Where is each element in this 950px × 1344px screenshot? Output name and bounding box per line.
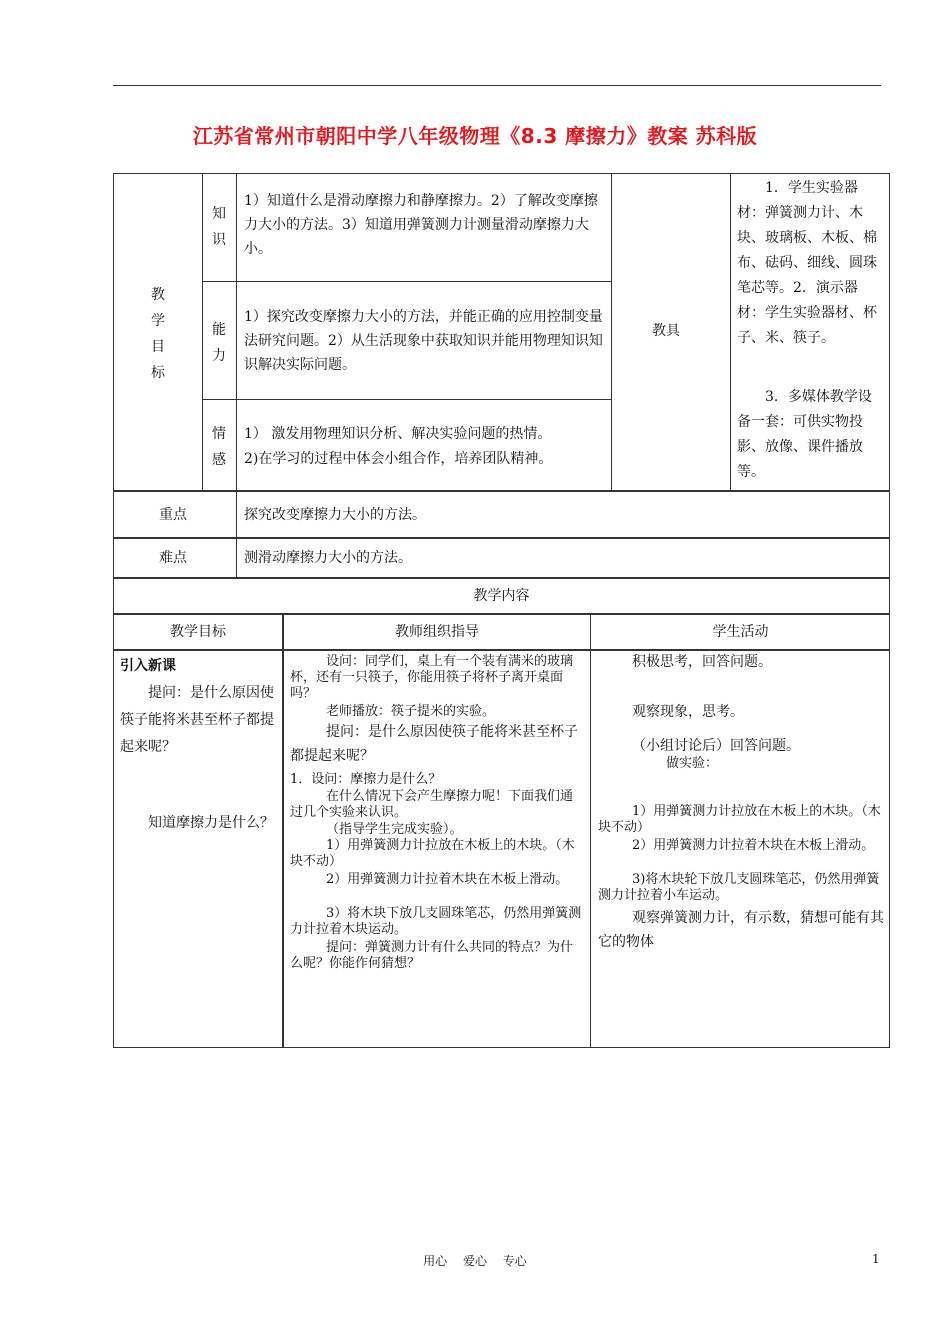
student-p8: 观察弹簧测力计，有示数，猜想可能有其它的物体 xyxy=(598,910,884,950)
document-title: 江苏省常州市朝阳中学八年级物理《8.3 摩擦力》教案 苏科版 xyxy=(192,124,758,148)
teacher-p7: 1）用弹簧测力计拉放在木板上的木块。（木块不动） xyxy=(290,838,575,869)
teacher-p4: 1．设问：摩擦力是什么？ xyxy=(290,772,442,787)
teacher-p1: 设问：同学们，桌上有一个装有满米的玻璃杯，还有一只筷子，你能用筷子将杯子离开桌面吗？ xyxy=(290,654,574,701)
student-p3: （小组讨论后）回答问题。 xyxy=(632,738,800,754)
knowledge-text: 1）知道什么是滑动摩擦力和静摩擦力。2）了解改变摩擦力大小的方法。3）知道用弹簧测力计测量滑动摩擦力大小。 xyxy=(244,193,598,257)
teacher-p5: 在什么情况下会产生摩擦力呢！下面我们通过几个实验来认识。 xyxy=(290,789,574,820)
difficulty-text: 测滑动摩擦力大小的方法。 xyxy=(244,550,412,566)
ability-text: 1）探究改变摩擦力大小的方法，并能正确的应用控制变量法研究问题。2）从生活现象中获取知识并能用物理知识知识解决实际问题。 xyxy=(244,309,603,373)
key-point-text: 探究改变摩擦力大小的方法。 xyxy=(244,507,426,523)
friction-objective: 知道摩擦力是什么？ xyxy=(148,815,274,831)
key-point-label: 重点 xyxy=(159,507,187,523)
student-p7: 3)将木块轮下放几支圆珠笔芯，仍然用弹簧测力计拉着小车运动。 xyxy=(598,872,880,903)
teacher-p9: 3）将木块下放几支圆珠笔芯，仍然用弹簧测力计拉着木块运动。 xyxy=(290,906,582,937)
intro-heading: 引入新课 xyxy=(120,658,176,674)
teacher-p8: 2）用弹簧测力计拉着木块在木板上滑动。 xyxy=(326,872,569,887)
teacher-p10: 提问：弹簧测力计有什么共同的特点？为什么呢？你能作何猜想？ xyxy=(290,940,574,971)
student-p5: 1）用弹簧测力计拉放在木板上的木块。（木块不动） xyxy=(598,804,881,835)
page-number: 1 xyxy=(872,1252,880,1266)
teacher-p2: 老师播放：筷子提米的实验。 xyxy=(326,704,496,719)
header-rule xyxy=(113,85,881,86)
column-header-student: 学生活动 xyxy=(712,624,769,640)
emotion-line-2: 2)在学习的过程中体会小组合作，培养团队精神。 xyxy=(244,451,553,467)
student-p2: 观察现象，思考。 xyxy=(632,704,744,720)
emotion-label: 情感 xyxy=(212,426,226,468)
equipment-text-1: 1．学生实验器材：弹簧测力计、木块、玻璃板、木板、棉布、砝码、细线、圆珠笔芯等。2．演示器材：学生实验器材、杯子、米、筷子。 xyxy=(737,180,877,346)
student-p4: 做实验： xyxy=(666,756,719,771)
knowledge-label: 知识 xyxy=(212,206,226,248)
ability-label: 能力 xyxy=(212,322,226,364)
footer-motto: 用心 爱心 专心 xyxy=(423,1254,527,1268)
student-p6: 2）用弹簧测力计拉着木块在木板上滑动。 xyxy=(632,838,875,853)
objectives-label: 教学目标 xyxy=(151,287,165,381)
teacher-p6: （指导学生完成实验）。 xyxy=(326,822,463,837)
content-header: 教学内容 xyxy=(473,588,530,604)
emotion-line-1: 1） 激发用物理知识分析、解决实验问题的热情。 xyxy=(244,426,552,442)
equipment-label: 教具 xyxy=(652,323,680,339)
equipment-text-2: 3．多媒体教学设备一套：可供实物投影、放像、课件播放等。 xyxy=(737,389,872,480)
intro-question: 提问：是什么原因使筷子能将米甚至杯子都提起来呢？ xyxy=(120,685,274,755)
teacher-p3: 提问：是什么原因使筷子能将米甚至杯子都提起来呢？ xyxy=(290,724,578,764)
column-header-teacher: 教师组织指导 xyxy=(395,624,479,640)
difficulty-label: 难点 xyxy=(159,550,187,566)
column-header-objectives: 教学目标 xyxy=(170,624,226,640)
student-p1: 积极思考，回答问题。 xyxy=(632,654,772,670)
